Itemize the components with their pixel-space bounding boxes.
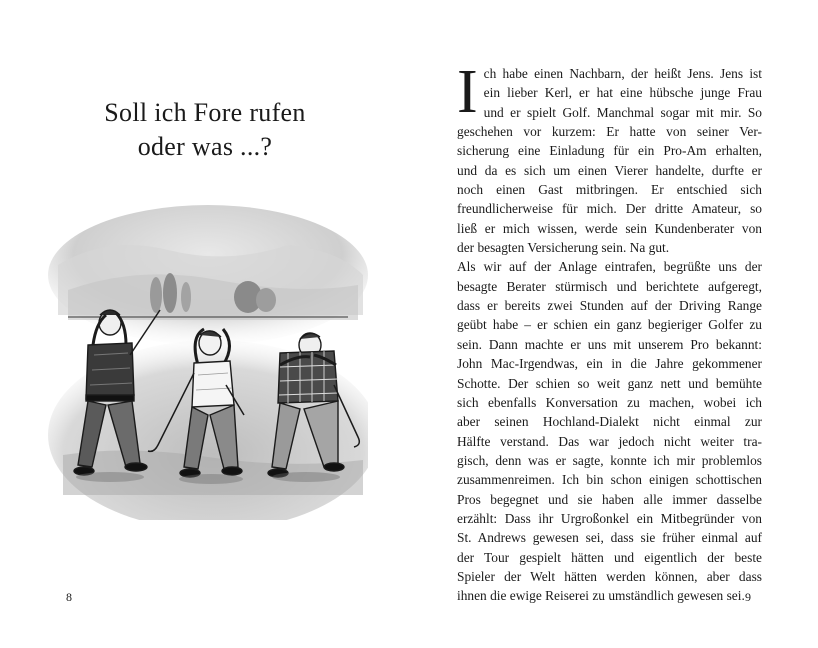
text-line: Als wir auf der Anlage eintrafen, begrüßte uns der [457, 259, 762, 275]
chapter-title-line-2: oder was ...? [137, 132, 273, 161]
body-text [457, 58, 762, 606]
text-line: St. Andrews gewesen sei, dass sie früher einmal auf [457, 530, 762, 546]
page-number-left: 8 [66, 590, 72, 604]
text-line: ch habe einen Nachbarn, der heißt Jens. Jens ist [483, 66, 762, 81]
chapter-title-line-1: Soll ich Fore rufen [104, 98, 306, 127]
text-line: Pros begegnet und sie haben alle immer dasselbe [457, 491, 762, 507]
text-line: zusammenreimen. Ich bin schon einigen schottischen [457, 472, 762, 488]
text-line: und da es sich um einen Vierer handelte, durfte er [457, 162, 762, 178]
text-line: John Mac-Irgendwas, ein in die Jahre gekommener [457, 356, 762, 372]
text-line: aber seinen Hochland-Dialekt nicht einmal zur [457, 414, 762, 430]
text-line: Schotte. Der schien so weit ganz nett und bemühte [457, 375, 762, 391]
text-line: gisch, denn was er sagte, konnte ich mir problemlos [457, 452, 762, 468]
text-line: Hälfte verstand. Das war jedoch nicht weiter tra- [457, 433, 762, 449]
text-line: der Tour gespielt hätten und eigentlich der beste [457, 549, 762, 565]
golfers-illustration [48, 205, 368, 520]
text-line: geschehen vor kurzem: Er hatte von seiner Ver- [457, 124, 762, 140]
page-number-right: 9 [745, 590, 751, 604]
chapter-title [70, 96, 340, 164]
right-page [409, 0, 818, 648]
paragraph-1-opening [457, 58, 762, 126]
text-line: dass er bereits zwei Stunden auf der Driving Range [457, 298, 762, 314]
drop-cap: I [457, 58, 478, 126]
text-line: Spieler der Welt hätten werden können, aber dass [457, 568, 762, 584]
text-line: ein lieber Kerl, er hat eine hübsche junge Frau [483, 85, 762, 101]
text-line: ließ er mich wissen, werde sein Kundenberater von [457, 220, 762, 236]
text-line: geübt habe – er schien ein ganz begieriger Golfer zu [457, 317, 762, 333]
text-line: erzählt: Dass ihr Urgroßonkel ein Mitbegründer von [457, 510, 762, 526]
paragraph-1 [457, 122, 762, 257]
text-line: ihnen die ewige Reiserei zu umständlich gewesen sei. [457, 588, 745, 604]
text-line: freundlicherweise für mich. Der dritte Amateur, so [457, 201, 762, 217]
paragraph-2 [457, 257, 762, 605]
text-line: sich ebenfalls Konversation zu machen, wobei ich [457, 394, 762, 410]
text-line: besagte Berater stürmisch und berichtete aufgeregt, [457, 278, 762, 294]
text-line: sein. Dann machte er uns mit unserem Pro bekannt: [457, 336, 762, 352]
text-line: der besagten Versicherung sein. Na gut. [457, 240, 670, 256]
text-line: noch einen Gast mitbringen. Er entschied sich [457, 182, 762, 198]
text-line: und er spielt Golf. Manchmal sogar mit mir. So [483, 104, 762, 120]
text-line: sicherung eine Einladung für ein Pro-Am erhalten, [457, 143, 762, 159]
